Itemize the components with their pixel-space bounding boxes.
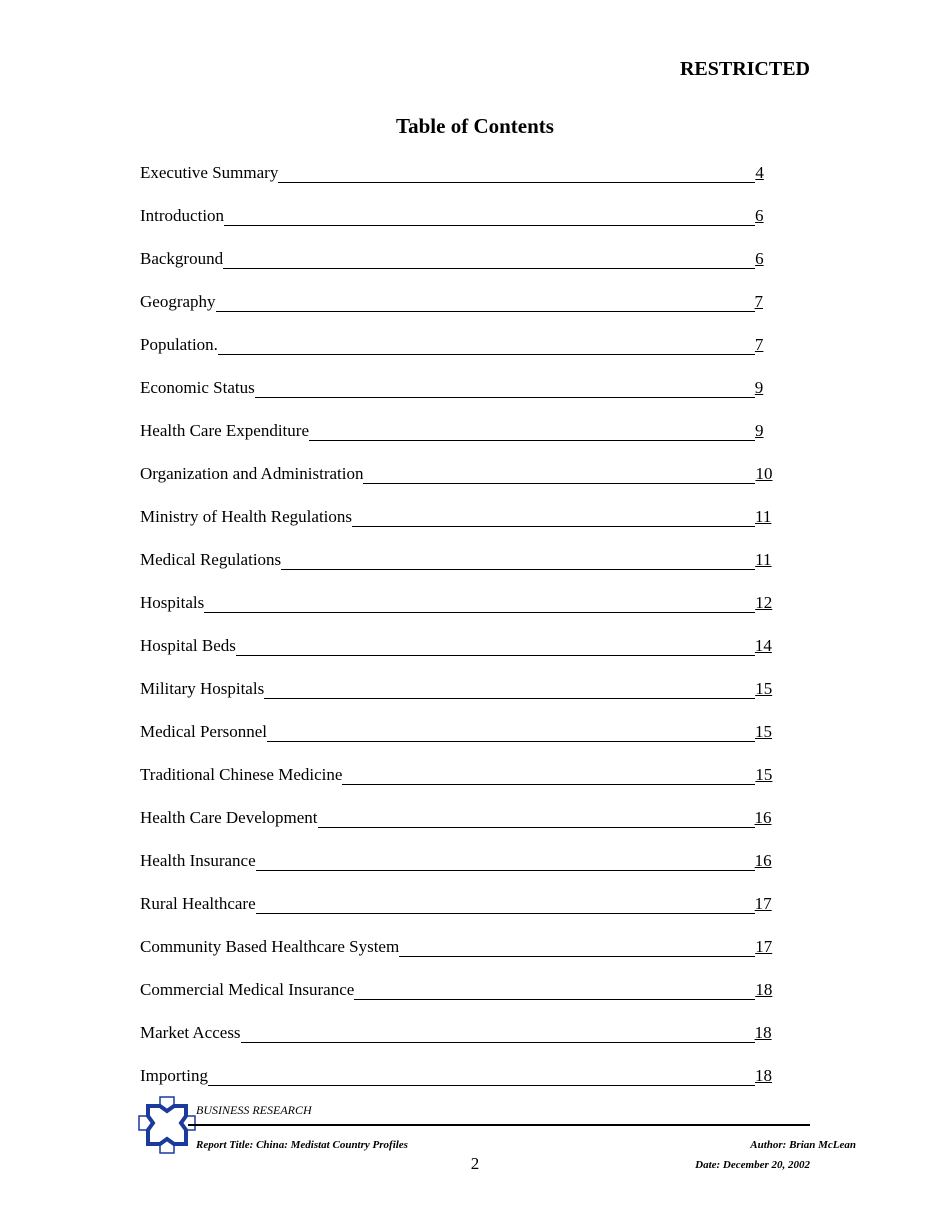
toc-entry[interactable] <box>140 721 780 764</box>
toc-entry[interactable] <box>140 936 780 979</box>
toc-leader-line <box>342 764 755 785</box>
toc-leader-line <box>267 721 755 742</box>
toc-entry-page: 18 <box>755 1066 772 1085</box>
toc-leader-line <box>363 463 755 484</box>
toc-leader-line <box>208 1065 755 1086</box>
toc-entry[interactable] <box>140 420 780 463</box>
toc-entry-label: Health Insurance <box>140 851 256 870</box>
toc-leader-line <box>318 807 755 828</box>
toc-leader-line <box>256 850 755 871</box>
toc-leader-line <box>255 377 755 398</box>
toc-entry[interactable] <box>140 162 780 205</box>
toc-entry-page: 6 <box>755 206 764 225</box>
classification-label: RESTRICTED <box>679 58 810 80</box>
toc-entry[interactable] <box>140 850 780 893</box>
toc-entry-label: Market Access <box>140 1023 241 1042</box>
page-number: 2 <box>470 1154 480 1173</box>
toc-leader-line <box>204 592 755 613</box>
toc-leader-line <box>223 248 755 269</box>
toc-leader-line <box>309 420 755 441</box>
toc-entry-label: Introduction <box>140 206 225 225</box>
toc-entry-page: 7 <box>754 292 764 311</box>
toc-leader-line <box>352 506 755 527</box>
toc-entry[interactable] <box>140 248 780 291</box>
toc-entry[interactable] <box>140 807 780 850</box>
toc-leader-line <box>241 1022 755 1043</box>
toc-leader-line <box>278 162 755 183</box>
toc-leader-line <box>354 979 755 1000</box>
footer-date: Date: December 20, 2002 <box>695 1159 810 1171</box>
toc-list <box>140 162 780 1108</box>
toc-leader-line <box>236 635 755 656</box>
footer-divider <box>188 1124 810 1126</box>
toc-entry-page: 10 <box>755 464 773 483</box>
toc-entry-page: 9 <box>755 421 764 440</box>
footer-report-title: Report Title: China: Medistat Country Profiles <box>196 1139 408 1151</box>
toc-entry[interactable] <box>140 377 780 420</box>
toc-entry-label: Hospitals <box>140 593 205 612</box>
toc-entry[interactable] <box>140 893 780 936</box>
toc-entry-page: 9 <box>754 378 764 397</box>
toc-entry-label: Executive Summary <box>140 163 279 182</box>
toc-entry-page: 17 <box>754 894 772 913</box>
toc-entry[interactable] <box>140 1022 780 1065</box>
toc-entry-page: 7 <box>754 335 764 354</box>
toc-entry[interactable] <box>140 205 780 248</box>
toc-entry[interactable] <box>140 979 780 1022</box>
toc-entry-page: 18 <box>755 980 773 999</box>
toc-title: Table of Contents <box>396 114 554 138</box>
toc-leader-line <box>256 893 755 914</box>
toc-entry-page: 15 <box>755 765 773 784</box>
toc-leader-line <box>281 549 755 570</box>
toc-entry[interactable] <box>140 635 780 678</box>
toc-entry-page: 15 <box>755 679 773 698</box>
toc-entry-page: 17 <box>755 937 773 956</box>
toc-entry-label: Military Hospitals <box>140 679 265 698</box>
toc-entry-label: Background <box>140 249 224 268</box>
toc-entry-page: 6 <box>755 249 764 268</box>
toc-entry-page: 15 <box>755 722 772 741</box>
toc-entry-label: Ministry of Health Regulations <box>140 507 353 526</box>
toc-entry-label: Rural Healthcare <box>140 894 256 913</box>
toc-entry[interactable] <box>140 291 780 334</box>
toc-entry-label: Commercial Medical Insurance <box>140 980 355 999</box>
toc-entry-label: Organization and Administration <box>140 464 364 483</box>
toc-entry-label: Population. <box>140 335 218 354</box>
footer-author: Author: Brian McLean <box>750 1139 856 1151</box>
footer-company: BUSINESS RESEARCH <box>196 1103 312 1117</box>
toc-leader-line <box>264 678 755 699</box>
toc-entry-label: Geography <box>140 292 216 311</box>
toc-entry[interactable] <box>140 1065 780 1108</box>
toc-leader-line <box>216 291 755 312</box>
toc-entry-label: Importing <box>140 1066 208 1085</box>
toc-entry-page: 4 <box>755 163 764 182</box>
toc-entry[interactable] <box>140 592 780 635</box>
toc-entry-page: 11 <box>755 507 772 526</box>
toc-entry-page: 14 <box>754 636 772 655</box>
toc-leader-line <box>218 334 755 355</box>
toc-entry-label: Community Based Healthcare System <box>140 937 400 956</box>
toc-entry[interactable] <box>140 678 780 721</box>
toc-entry-page: 12 <box>755 593 773 612</box>
toc-entry-page: 11 <box>755 550 772 569</box>
toc-entry-label: Traditional Chinese Medicine <box>140 765 343 784</box>
toc-entry-page: 16 <box>754 851 772 870</box>
toc-entry-label: Medical Regulations <box>140 550 282 569</box>
toc-entry[interactable] <box>140 334 780 377</box>
toc-entry-label: Health Care Development <box>140 808 318 827</box>
toc-entry-label: Medical Personnel <box>140 722 267 741</box>
toc-entry[interactable] <box>140 506 780 549</box>
toc-entry-page: 16 <box>754 808 772 827</box>
toc-entry[interactable] <box>140 549 780 592</box>
toc-entry-label: Hospital Beds <box>140 636 236 655</box>
toc-entry-label: Economic Status <box>140 378 255 397</box>
toc-leader-line <box>224 205 755 226</box>
toc-leader-line <box>399 936 755 957</box>
toc-entry-page: 18 <box>754 1023 772 1042</box>
toc-entry[interactable] <box>140 764 780 807</box>
toc-entry-label: Health Care Expenditure <box>140 421 309 440</box>
toc-entry[interactable] <box>140 463 780 506</box>
